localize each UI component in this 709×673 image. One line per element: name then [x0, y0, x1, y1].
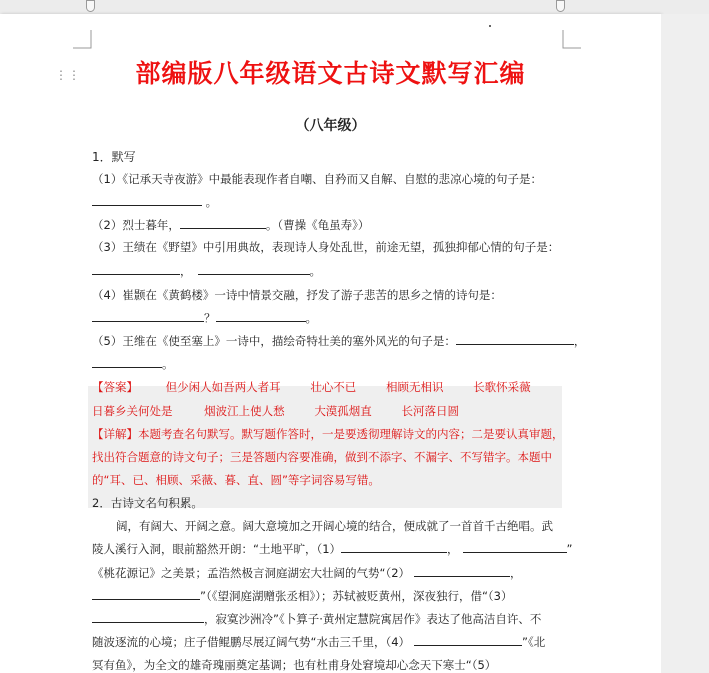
- q1-item2: （2）烈士暮年， 。（曹操《龟虽寿》）: [92, 218, 370, 232]
- q2-paragraph-line-4: ”（《望洞庭湖赠张丞相》）；苏轼被贬黄州，深夜独行，借“（3）: [92, 588, 512, 604]
- answer-blank[interactable]: [92, 194, 202, 206]
- answer-blank[interactable]: [414, 634, 522, 646]
- answer-blank[interactable]: [198, 263, 310, 275]
- q2-heading: 2．古诗文名句积累。: [92, 496, 203, 510]
- q1-item4: （4）崔颢在《黄鹤楼》一诗中情景交融，抒发了游子悲苦的思乡之情的诗句是：: [92, 288, 502, 302]
- document-subtitle: （八年级）: [295, 118, 366, 134]
- q1-item1-answer-line: 。: [92, 194, 217, 210]
- detail-line-3: 的“耳、已、相顾、采薇、暮、直、圆”等字词容易写错。: [92, 473, 380, 487]
- answer-blank[interactable]: [216, 310, 306, 322]
- answer-blank[interactable]: [414, 565, 510, 577]
- answer-blank[interactable]: [92, 310, 204, 322]
- answer-blank[interactable]: [92, 611, 204, 623]
- answer-blank[interactable]: [92, 588, 200, 600]
- horizontal-ruler[interactable]: [0, 0, 709, 14]
- crop-mark-top-right: [561, 30, 581, 50]
- answer-blank[interactable]: [341, 541, 447, 553]
- answer-line-1: 【答案】 但少闲人如吾两人者耳 壮心不已 相顾无相识 长歌怀采薇: [92, 380, 531, 394]
- q1-item3: （3）王绩在《野望》中引用典故，表现诗人身处乱世，前途无望，孤独抑郁心情的句子是：: [92, 240, 560, 254]
- page-dot-marker: [489, 25, 491, 27]
- q2-paragraph-line-3: 《桃花源记》之美景；孟浩然极言洞庭湖宏大壮阔的气势“（2） ，: [92, 566, 522, 580]
- q2-paragraph-line-6: 随波逐流的心境；庄子借鲲鹏尽展辽阔气势“水击三千里，（4） ”《北: [92, 635, 546, 649]
- detail-line-1: 【详解】本题考查名句默写。默写题作答时，一是要透彻理解诗文的内容；二是要认真审题，: [92, 427, 564, 441]
- q1-item5: （5）王维在《使至塞上》一诗中，描绘奇特壮美的塞外风光的句子是： ，: [92, 334, 586, 348]
- left-indent-marker[interactable]: [86, 0, 95, 12]
- answer-blank[interactable]: [180, 217, 266, 229]
- crop-mark-top-left: [73, 30, 93, 50]
- q2-paragraph-line-5: ，寂寞沙洲冷”《卜算子·黄州定慧院寓居作》表达了他高洁自许、不: [92, 611, 541, 627]
- drag-handle-icon[interactable]: ⋮⋮: [55, 68, 81, 82]
- answer-line-2: 日暮乡关何处是 烟波江上使人愁 大漠孤烟直 长河落日圆: [92, 404, 459, 418]
- answer-blank[interactable]: [92, 263, 180, 275]
- detail-line-2: 找出符合题意的诗文句子；三是答题内容要准确，做到不添字、不漏字、不写错字。本题中: [92, 450, 552, 464]
- q1-item5-answer-line: 。: [92, 356, 174, 372]
- q2-paragraph-line-7: 冥有鱼》，为全文的雄奇瑰丽奠定基调；也有杜甫身处窘境却心念天下寒士“（5）: [92, 658, 497, 672]
- right-indent-marker[interactable]: [556, 0, 565, 12]
- q1-item4-answer-line: ？ 。: [92, 310, 317, 326]
- document-page: [0, 14, 661, 673]
- answer-blank[interactable]: [456, 333, 574, 345]
- q1-item1: （1）《记承天寺夜游》中最能表现作者自嘲、自矜而又自解、自慰的悲凉心境的句子是：: [92, 172, 543, 186]
- q1-heading: 1．默写: [92, 150, 136, 164]
- q1-item3-answer-line: ， 。: [92, 263, 321, 279]
- q2-paragraph-line-1: 阔，有阔大、开阔之意。阔大意境加之开阔心境的结合，便成就了一首首千古绝唱。武: [116, 519, 553, 533]
- right-panel-area: [661, 14, 709, 673]
- answer-blank[interactable]: [463, 541, 567, 553]
- document-title: 部编版八年级语文古诗文默写汇编: [135, 59, 526, 88]
- q2-paragraph-line-2: 陵人溪行入洞，眼前豁然开朗：“土地平旷，（1） ， ”: [92, 542, 573, 556]
- answer-blank[interactable]: [92, 356, 162, 368]
